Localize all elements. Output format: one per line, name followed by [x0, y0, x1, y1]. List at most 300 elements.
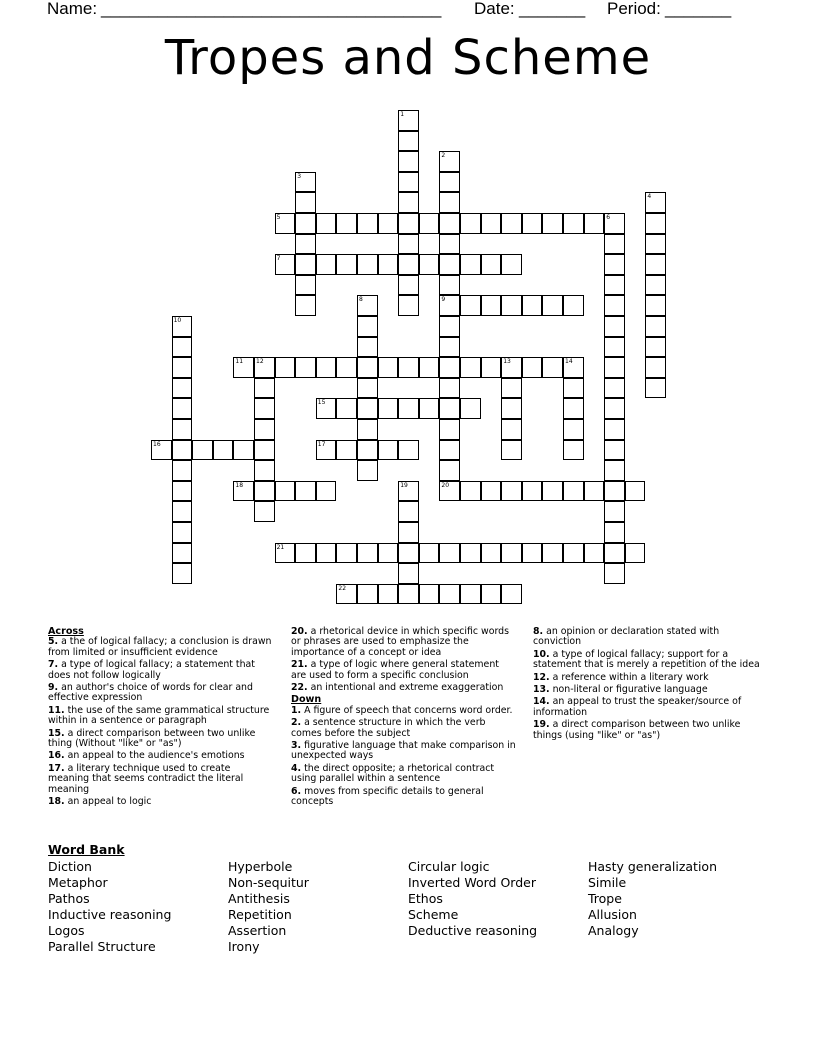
clue-number: 7	[276, 255, 281, 263]
clue-number: 18	[235, 481, 244, 489]
crossword-cell[interactable]	[604, 275, 625, 296]
clue-number: 12	[256, 358, 264, 366]
clue-text: an appeal to the audience's emotions	[64, 750, 245, 762]
crossword-cell[interactable]	[604, 563, 625, 584]
clues-column-3	[533, 627, 761, 743]
crossword-cell[interactable]	[604, 234, 625, 255]
crossword-cell[interactable]	[357, 213, 378, 234]
crossword-cell[interactable]	[563, 440, 584, 461]
clue-text: an author's choice of words for clear and effective expression	[48, 682, 253, 704]
crossword-cell[interactable]	[378, 357, 399, 378]
crossword-cell[interactable]	[295, 275, 316, 296]
crossword-cell[interactable]	[254, 398, 275, 419]
clue-item	[48, 751, 273, 761]
crossword-cell[interactable]	[584, 481, 605, 502]
crossword-cell[interactable]	[398, 172, 419, 193]
crossword-cell[interactable]	[357, 460, 378, 481]
crossword-cell[interactable]	[295, 254, 316, 275]
crossword-cell[interactable]	[398, 398, 419, 419]
crossword-cell[interactable]	[357, 254, 378, 275]
clue-number: 14	[565, 358, 573, 366]
crossword-cell[interactable]	[398, 131, 419, 152]
crossword-cell[interactable]	[439, 460, 460, 481]
name-blank[interactable]: ____________________________________	[101, 0, 442, 18]
crossword-cell[interactable]	[439, 419, 460, 440]
crossword-cell[interactable]	[645, 378, 666, 399]
word-bank-item: Circular logic	[408, 859, 490, 874]
crossword-cell[interactable]	[563, 378, 584, 399]
clue-number: 22	[338, 584, 347, 592]
crossword-cell[interactable]	[357, 357, 378, 378]
crossword-cell[interactable]	[542, 295, 563, 316]
crossword-cell[interactable]	[295, 295, 316, 316]
crossword-cell[interactable]	[439, 234, 460, 255]
clue-text: an intentional and extreme exaggeration	[307, 682, 504, 694]
crossword-cell[interactable]	[316, 357, 337, 378]
crossword-cell[interactable]	[501, 584, 522, 605]
crossword-cell[interactable]	[604, 419, 625, 440]
crossword-cell[interactable]	[460, 213, 481, 234]
crossword-cell[interactable]	[501, 419, 522, 440]
crossword-cell[interactable]	[398, 151, 419, 172]
crossword-cell[interactable]	[295, 357, 316, 378]
crossword-cell[interactable]	[419, 543, 440, 564]
page-title: Tropes and Scheme	[164, 30, 652, 86]
crossword-cell[interactable]	[645, 316, 666, 337]
crossword-cell[interactable]	[254, 460, 275, 481]
clue-number-label: 14.	[533, 696, 550, 708]
word-bank-item: Trope	[588, 891, 622, 906]
word-bank-item: Irony	[228, 939, 260, 954]
crossword-cell[interactable]	[645, 213, 666, 234]
crossword-cell[interactable]	[604, 337, 625, 358]
crossword-cell[interactable]	[604, 440, 625, 461]
clue-number: 6	[606, 214, 611, 221]
clue-number-label: 13.	[533, 684, 550, 696]
crossword-cell[interactable]	[439, 316, 460, 337]
clue-number: 8	[359, 296, 363, 304]
crossword-cell[interactable]	[604, 481, 625, 502]
clue-number: 3	[297, 172, 302, 180]
crossword-cell[interactable]	[336, 440, 357, 461]
clue-item	[533, 627, 761, 648]
clue-number-label: 8.	[533, 626, 544, 637]
crossword-cell[interactable]	[419, 213, 440, 234]
crossword-cell[interactable]	[398, 295, 419, 316]
crossword-cell[interactable]	[398, 563, 419, 584]
crossword-cell[interactable]	[295, 234, 316, 255]
crossword-cell[interactable]	[213, 440, 234, 461]
word-bank-item: Ethos	[408, 891, 443, 906]
crossword-cell[interactable]	[172, 543, 193, 564]
crossword-cell[interactable]	[398, 275, 419, 296]
crossword-cell[interactable]	[172, 419, 193, 440]
word-bank-item: Deductive reasoning	[408, 923, 538, 938]
crossword-cell[interactable]	[604, 460, 625, 481]
clue-number-label: 18.	[48, 796, 65, 808]
crossword-cell[interactable]	[584, 543, 605, 564]
crossword-cell[interactable]	[481, 254, 502, 275]
crossword-cell[interactable]	[645, 254, 666, 275]
crossword-cell[interactable]	[563, 213, 584, 234]
crossword-cell[interactable]	[419, 254, 440, 275]
word-bank-item: Hyperbole	[228, 859, 293, 874]
clue-number: 19	[400, 481, 408, 489]
crossword-cell[interactable]	[378, 543, 399, 564]
crossword-cell[interactable]	[522, 295, 543, 316]
crossword-cell[interactable]	[460, 254, 481, 275]
clue-number-label: 15.	[48, 727, 65, 739]
word-bank-item: Diction	[48, 859, 92, 874]
crossword-cell[interactable]	[439, 192, 460, 213]
clue-number: 11	[235, 358, 244, 366]
crossword-cell[interactable]	[645, 234, 666, 255]
crossword-cell[interactable]	[398, 234, 419, 255]
crossword-cell[interactable]	[604, 316, 625, 337]
clue-item	[533, 697, 761, 718]
clue-text: A figure of speech that concerns word order.	[301, 704, 513, 716]
crossword-cell[interactable]	[542, 543, 563, 564]
crossword-cell[interactable]	[398, 440, 419, 461]
clue-item	[533, 650, 761, 671]
crossword-cell[interactable]	[357, 440, 378, 461]
crossword-cell[interactable]	[336, 357, 357, 378]
word-bank-item: Logos	[48, 923, 85, 938]
crossword-cell[interactable]	[460, 398, 481, 419]
clue-number-label: 3.	[291, 740, 302, 752]
clue-text: a sentence structure in which the verb comes before the subject	[291, 717, 486, 739]
crossword-cell[interactable]	[439, 378, 460, 399]
crossword-cell[interactable]	[542, 213, 563, 234]
word-bank-item: Pathos	[48, 891, 90, 906]
crossword-cell[interactable]	[501, 378, 522, 399]
clue-number-label: 6.	[291, 785, 302, 797]
crossword-cell[interactable]	[460, 295, 481, 316]
crossword-cell[interactable]	[398, 584, 419, 605]
clue-item	[48, 683, 273, 704]
clues-column-2	[291, 627, 516, 810]
crossword-cell[interactable]	[481, 481, 502, 502]
clue-number-label: 16.	[48, 750, 65, 762]
clue-item	[291, 660, 516, 681]
crossword-cell[interactable]	[357, 337, 378, 358]
clue-item	[291, 718, 516, 739]
crossword-cell[interactable]	[357, 419, 378, 440]
crossword-cell[interactable]	[522, 357, 543, 378]
word-bank-item: Scheme	[408, 907, 459, 922]
crossword-cell[interactable]	[254, 481, 275, 502]
crossword-cell[interactable]	[625, 481, 646, 502]
clue-text: a direct comparison between two unlike thing (Without "like" or "as")	[48, 727, 256, 750]
crossword-cell[interactable]	[481, 543, 502, 564]
crossword-cell[interactable]	[439, 584, 460, 605]
crossword-cell[interactable]	[172, 563, 193, 584]
clue-number-label: 19.	[533, 719, 550, 731]
crossword-cell[interactable]	[172, 501, 193, 522]
crossword-cell[interactable]	[357, 398, 378, 419]
crossword-cell[interactable]	[254, 419, 275, 440]
crossword-cell[interactable]	[522, 481, 543, 502]
crossword-cell[interactable]	[604, 295, 625, 316]
word-bank-title: Word Bank	[48, 842, 125, 857]
clue-text: a type of logical fallacy; support for a statement that is merely a repetition of the idea	[533, 648, 760, 671]
crossword-cell[interactable]	[501, 543, 522, 564]
crossword-cell[interactable]	[357, 378, 378, 399]
crossword-cell[interactable]	[419, 398, 440, 419]
crossword-cell[interactable]	[563, 419, 584, 440]
clue-item	[533, 685, 761, 695]
crossword-cell[interactable]	[172, 481, 193, 502]
crossword-cell[interactable]	[542, 481, 563, 502]
crossword-cell[interactable]	[316, 481, 337, 502]
clue-number-label: 4.	[291, 762, 302, 774]
crossword-cell[interactable]	[192, 440, 213, 461]
down-heading: Down	[291, 694, 322, 706]
crossword-cell[interactable]	[563, 295, 584, 316]
crossword-cell[interactable]	[604, 522, 625, 543]
word-bank-item: Simile	[588, 875, 627, 890]
crossword-cell[interactable]	[378, 398, 399, 419]
word-bank-item: Non-sequitur	[228, 875, 309, 890]
crossword-cell[interactable]	[645, 337, 666, 358]
clues-column-1	[48, 627, 273, 810]
word-bank-item: Assertion	[228, 923, 287, 938]
clue-item	[291, 627, 516, 658]
crossword-cell[interactable]	[501, 254, 522, 275]
crossword-cell[interactable]	[398, 357, 419, 378]
crossword-cell[interactable]	[172, 522, 193, 543]
clue-number: 4	[647, 193, 652, 201]
crossword-cell[interactable]	[501, 398, 522, 419]
crossword-cell[interactable]	[398, 213, 419, 234]
crossword-cell[interactable]	[604, 398, 625, 419]
crossword-cell[interactable]	[398, 501, 419, 522]
crossword-cell[interactable]	[522, 213, 543, 234]
crossword-cell[interactable]	[316, 254, 337, 275]
clue-number: 13	[503, 358, 511, 366]
clue-text: a type of logic where general statement are used to form a specific conclusion	[291, 659, 499, 681]
clue-text: the use of the same grammatical structure within in a sentence or paragraph	[48, 704, 270, 727]
clue-number: 5	[276, 214, 281, 221]
clue-item	[48, 764, 273, 795]
clue-number-label: 11.	[48, 704, 65, 716]
clue-text: a reference within a literary work	[549, 671, 709, 683]
word-bank-column-1	[48, 859, 171, 955]
clue-item	[291, 706, 516, 716]
crossword-cell[interactable]	[254, 378, 275, 399]
clue-item	[533, 673, 761, 683]
crossword-cell[interactable]	[542, 357, 563, 378]
name-label: Name:	[47, 0, 98, 18]
crossword-cell[interactable]	[645, 295, 666, 316]
crossword-cell[interactable]	[336, 543, 357, 564]
crossword-cell[interactable]	[439, 254, 460, 275]
clue-item	[48, 660, 273, 681]
clue-number: 21	[276, 543, 285, 551]
crossword-cell[interactable]	[172, 440, 193, 461]
clue-item	[291, 764, 516, 785]
crossword-cell[interactable]	[604, 357, 625, 378]
clue-number: 2	[441, 152, 446, 160]
clue-text: the direct opposite; a rhetorical contract using parallel within a sentence	[291, 762, 495, 785]
crossword-cell[interactable]	[357, 316, 378, 337]
crossword-cell[interactable]	[439, 543, 460, 564]
clue-text: an appeal to trust the speaker/source of information	[533, 696, 742, 718]
word-bank-column-3	[408, 859, 537, 939]
crossword-cell[interactable]	[439, 275, 460, 296]
crossword-cell[interactable]	[378, 254, 399, 275]
crossword-cell[interactable]	[604, 254, 625, 275]
clue-text: a rhetorical device in which specific words or phrases are used to emphasize the importance of a concept or idea	[291, 626, 509, 658]
word-bank-column-2	[228, 859, 309, 955]
crossword-cell[interactable]	[275, 357, 296, 378]
clue-text: a direct comparison between two unlike things (using "like" or "as")	[533, 719, 741, 741]
clue-text: moves from specific details to general concepts	[291, 785, 484, 808]
crossword-cell[interactable]	[295, 543, 316, 564]
crossword-cell[interactable]	[501, 295, 522, 316]
crossword-cell[interactable]	[481, 213, 502, 234]
crossword-cell[interactable]	[336, 254, 357, 275]
clue-text: non-literal or figurative language	[549, 684, 708, 696]
clue-item	[291, 741, 516, 762]
word-bank-item: Inductive reasoning	[48, 907, 172, 922]
crossword-cell[interactable]	[501, 440, 522, 461]
crossword-cell[interactable]	[584, 213, 605, 234]
clue-number-label: 2.	[291, 717, 302, 729]
crossword-cell[interactable]	[357, 543, 378, 564]
crossword-cell[interactable]	[419, 584, 440, 605]
crossword-cell[interactable]	[604, 501, 625, 522]
crossword-cell[interactable]	[439, 357, 460, 378]
crossword-cell[interactable]	[645, 275, 666, 296]
crossword-cell[interactable]	[295, 481, 316, 502]
crossword-cell[interactable]	[501, 481, 522, 502]
clue-item	[48, 797, 273, 807]
crossword-cell[interactable]	[460, 543, 481, 564]
crossword-cell[interactable]	[295, 192, 316, 213]
crossword-cell[interactable]	[233, 440, 254, 461]
crossword-cell[interactable]	[172, 378, 193, 399]
across-heading: Across	[48, 626, 84, 637]
clue-number: 9	[441, 296, 446, 304]
clue-number-label: 20.	[291, 626, 308, 637]
crossword-cell[interactable]	[172, 398, 193, 419]
crossword-cell[interactable]	[481, 295, 502, 316]
word-bank-item: Hasty generalization	[588, 859, 717, 874]
clue-number: 20	[441, 481, 450, 489]
date-label: Date:	[474, 0, 515, 18]
crossword-cell[interactable]	[625, 543, 646, 564]
crossword-cell[interactable]	[378, 584, 399, 605]
crossword-cell[interactable]	[172, 460, 193, 481]
crossword-cell[interactable]	[295, 213, 316, 234]
period-blank[interactable]: _______	[665, 0, 732, 18]
crossword-cell[interactable]	[398, 254, 419, 275]
crossword-cell[interactable]	[172, 357, 193, 378]
crossword-cell[interactable]	[419, 357, 440, 378]
crossword-cell[interactable]	[501, 213, 522, 234]
crossword-cell[interactable]	[336, 398, 357, 419]
clue-number-label: 9.	[48, 682, 59, 694]
crossword-cell[interactable]	[604, 543, 625, 564]
clue-text: a the of logical fallacy; a conclusion is drawn from limited or insufficient evidence	[48, 636, 272, 658]
clue-text: an opinion or declaration stated with conviction	[533, 626, 720, 648]
word-bank-item: Antithesis	[228, 891, 290, 906]
word-bank-item: Parallel Structure	[48, 939, 156, 954]
crossword-cell[interactable]	[316, 213, 337, 234]
crossword-cell[interactable]	[398, 192, 419, 213]
clue-number-label: 10.	[533, 648, 550, 660]
crossword-cell[interactable]	[481, 584, 502, 605]
clue-item	[48, 706, 273, 727]
clue-text: an appeal to logic	[64, 796, 152, 808]
crossword-cell[interactable]	[460, 357, 481, 378]
crossword-cell[interactable]	[439, 337, 460, 358]
crossword-cell[interactable]	[357, 584, 378, 605]
clue-number-label: 21.	[291, 659, 308, 671]
clue-item	[533, 720, 761, 741]
word-bank-item: Inverted Word Order	[408, 875, 536, 890]
crossword-cell[interactable]	[439, 440, 460, 461]
crossword-cell[interactable]	[316, 543, 337, 564]
clue-number: 17	[317, 440, 326, 448]
clue-text: a literary technique used to create meaning that seems contradict the literal meaning	[48, 762, 244, 795]
crossword-cell[interactable]	[645, 357, 666, 378]
crossword-cell[interactable]	[378, 440, 399, 461]
clue-number-label: 12.	[533, 671, 550, 683]
crossword-cell[interactable]	[439, 172, 460, 193]
crossword-cell[interactable]	[604, 378, 625, 399]
clue-item	[291, 787, 516, 808]
clue-number-label: 5.	[48, 636, 59, 648]
clue-item	[48, 729, 273, 750]
crossword-cell[interactable]	[398, 522, 419, 543]
crossword-cell[interactable]	[172, 337, 193, 358]
period-label: Period:	[607, 0, 661, 18]
word-bank-item: Analogy	[588, 923, 639, 938]
crossword-cell[interactable]	[439, 398, 460, 419]
crossword-cell[interactable]	[481, 357, 502, 378]
clue-item	[48, 637, 273, 658]
crossword-cell[interactable]	[563, 543, 584, 564]
date-blank[interactable]: _______	[519, 0, 586, 18]
clue-number-label: 17.	[48, 762, 65, 774]
clue-number-label: 22.	[291, 682, 308, 694]
clue-number: 16	[153, 440, 161, 448]
crossword-cell[interactable]	[275, 481, 296, 502]
crossword-cell[interactable]	[254, 440, 275, 461]
crossword-cell[interactable]	[460, 584, 481, 605]
crossword-cell[interactable]	[398, 543, 419, 564]
word-bank-item: Repetition	[228, 907, 292, 922]
crossword-cell[interactable]	[378, 213, 399, 234]
crossword-cell[interactable]	[336, 213, 357, 234]
crossword-cell[interactable]	[460, 481, 481, 502]
clue-number-label: 1.	[291, 704, 302, 716]
clue-number-label: 7.	[48, 659, 59, 671]
crossword-cell[interactable]	[439, 213, 460, 234]
crossword-cell[interactable]	[563, 398, 584, 419]
clue-number: 10	[173, 317, 182, 324]
word-bank-item: Allusion	[588, 907, 637, 922]
clue-number: 15	[317, 399, 326, 407]
crossword-cell[interactable]	[563, 481, 584, 502]
word-bank-column-4	[588, 859, 717, 939]
crossword-cell[interactable]	[522, 543, 543, 564]
crossword-cell[interactable]	[254, 501, 275, 522]
clue-text: a type of logical fallacy; a statement that does not follow logically	[48, 659, 255, 681]
clue-number: 1	[400, 111, 405, 118]
